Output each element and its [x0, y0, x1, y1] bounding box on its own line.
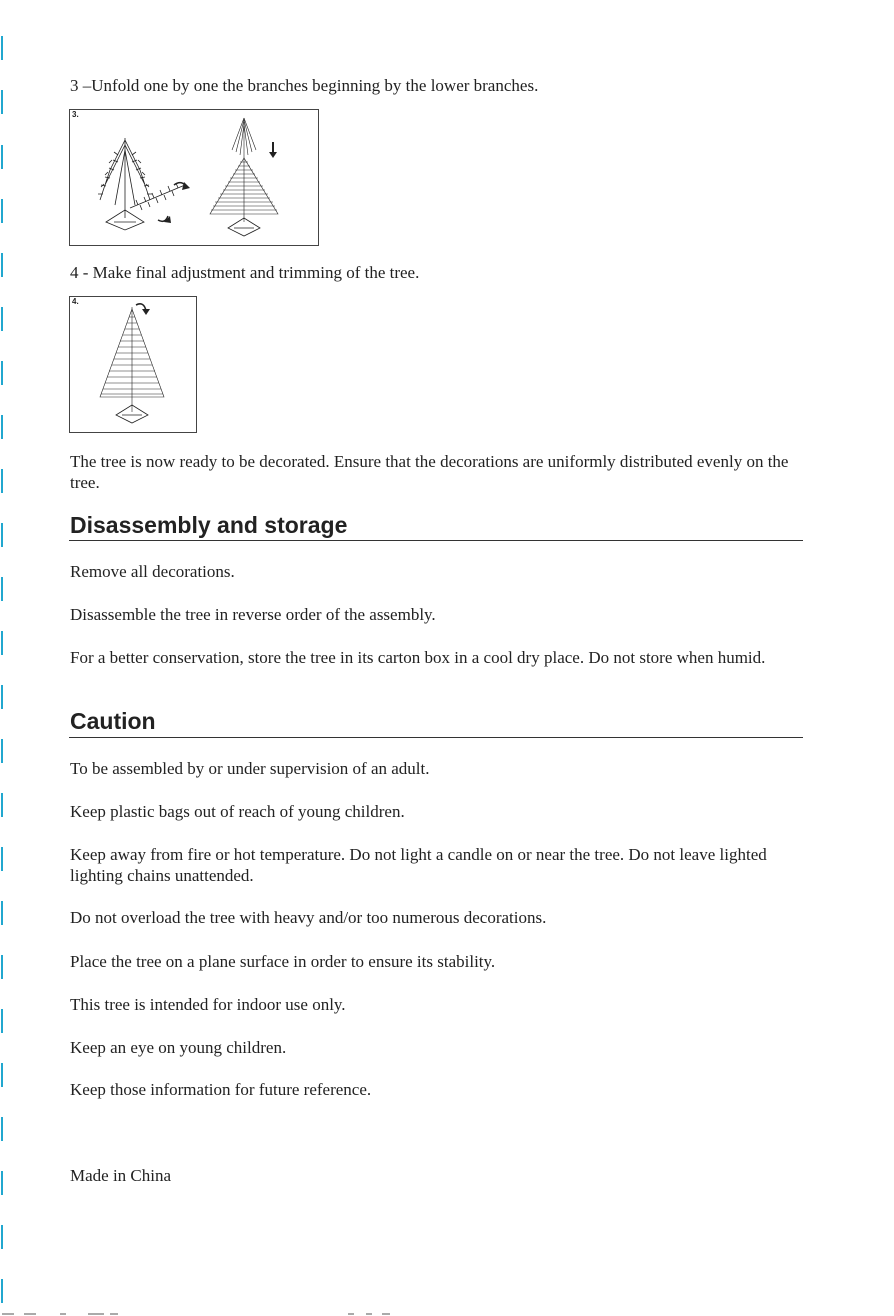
step3-figure-label: 3.	[72, 110, 79, 119]
tree-final-illustration	[70, 297, 196, 432]
caution-heading: Caution	[70, 708, 156, 734]
edge-mark	[1, 1117, 3, 1141]
disassembly-divider	[69, 540, 803, 541]
step4-text: 4 - Make final adjustment and trimming of the tree.	[70, 263, 420, 282]
edge-mark	[1, 577, 3, 601]
edge-mark	[1, 145, 3, 169]
caution-paragraph: Keep those information for future reference.	[70, 1080, 372, 1099]
tree-unfold-illustration	[70, 110, 318, 245]
edge-mark	[1, 199, 3, 223]
disassembly-paragraph: For a better conservation, store the tree in its carton box in a cool dry place. Do not store when humid.	[70, 648, 766, 667]
edge-mark	[1, 361, 3, 385]
edge-mark	[1, 415, 3, 439]
disassembly-paragraph: Disassemble the tree in reverse order of the assembly.	[70, 605, 436, 624]
edge-mark	[1, 685, 3, 709]
bottom-scan-noise	[0, 1310, 894, 1316]
ready-text: The tree is now ready to be decorated. Ensure that the decorations are uniformly distributed evenly on the tree.	[70, 452, 789, 492]
edge-mark	[1, 469, 3, 493]
caution-paragraph: Keep an eye on young children.	[70, 1038, 287, 1057]
edge-mark	[1, 793, 3, 817]
caution-paragraph: To be assembled by or under supervision of an adult.	[70, 759, 430, 778]
caution-paragraph: Keep plastic bags out of reach of young children.	[70, 802, 405, 821]
edge-mark	[1, 739, 3, 763]
step4-figure-label: 4.	[72, 297, 79, 306]
edge-mark	[1, 36, 3, 60]
step3-text: 3 –Unfold one by one the branches beginning by the lower branches.	[70, 76, 539, 95]
step4-figure	[69, 296, 197, 433]
edge-mark	[1, 1225, 3, 1249]
edge-mark	[1, 307, 3, 331]
edge-mark	[1, 1171, 3, 1195]
caution-paragraph: This tree is intended for indoor use only.	[70, 995, 346, 1014]
step3-figure	[69, 109, 319, 246]
made-in-label: Made in China	[70, 1166, 172, 1185]
caution-paragraph: Place the tree on a plane surface in order to ensure its stability.	[70, 952, 496, 971]
edge-marks	[0, 0, 6, 1316]
edge-mark	[1, 1009, 3, 1033]
edge-mark	[1, 1279, 3, 1303]
edge-mark	[1, 1063, 3, 1087]
disassembly-heading: Disassembly and storage	[70, 512, 348, 538]
caution-paragraph: Do not overload the tree with heavy and/or too numerous decorations.	[70, 908, 547, 927]
edge-mark	[1, 955, 3, 979]
edge-mark	[1, 90, 3, 114]
caution-divider	[69, 737, 803, 738]
edge-mark	[1, 901, 3, 925]
edge-mark	[1, 631, 3, 655]
caution-paragraph: Keep away from fire or hot temperature. Do not light a candle on or near the tree. Do not leave lighted lighting chains unattended.	[70, 845, 767, 885]
disassembly-paragraph: Remove all decorations.	[70, 562, 235, 581]
edge-mark	[1, 847, 3, 871]
edge-mark	[1, 253, 3, 277]
edge-mark	[1, 523, 3, 547]
